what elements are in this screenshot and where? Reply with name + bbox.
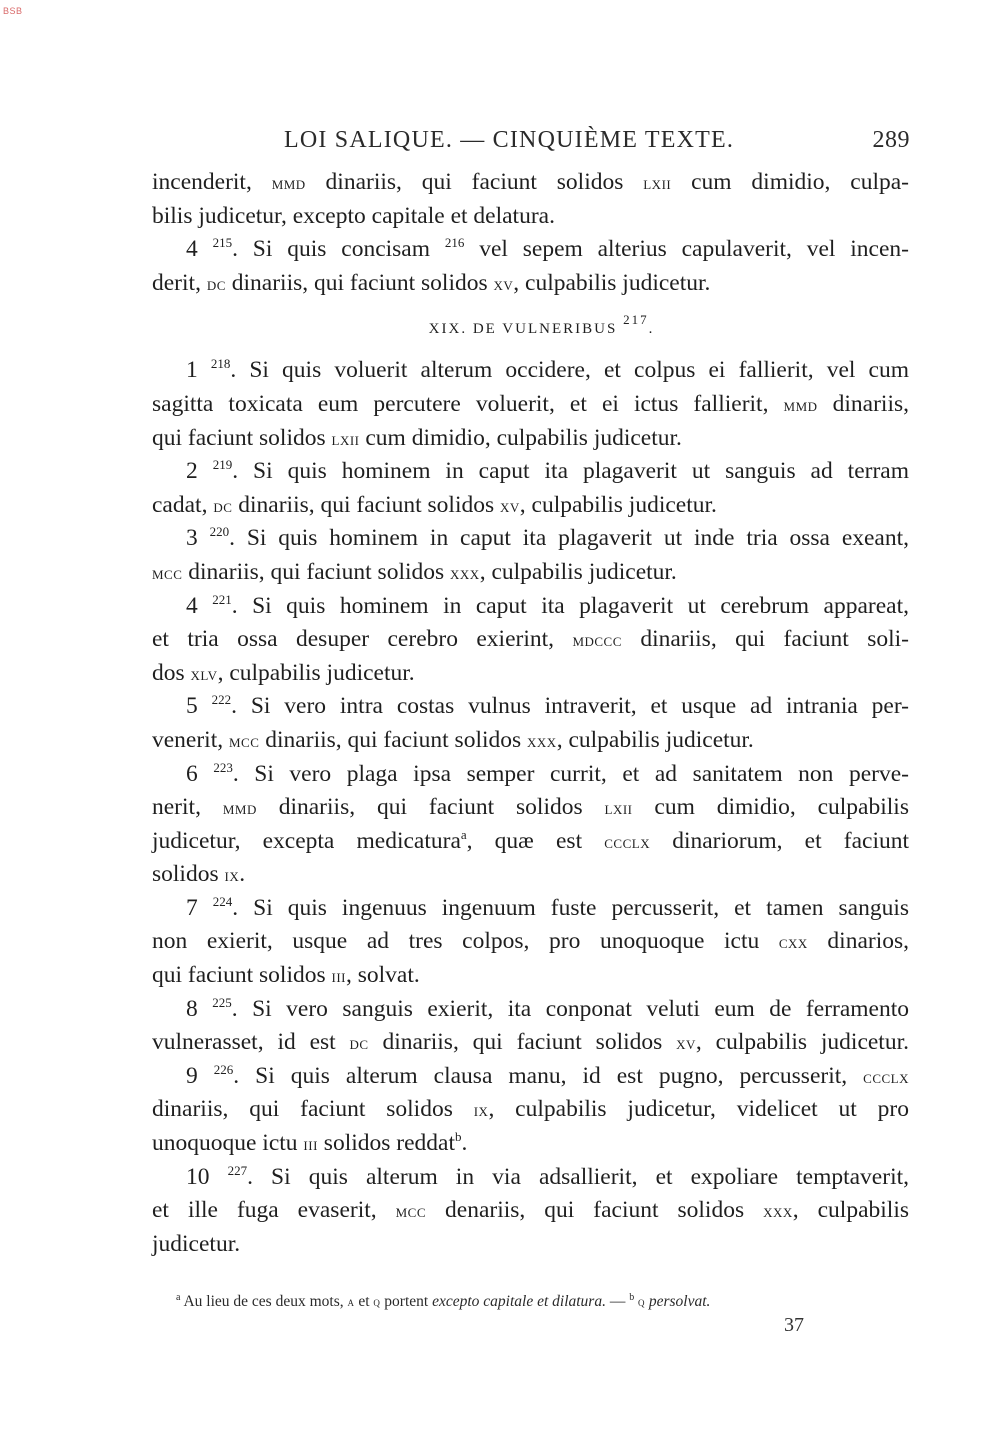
numeral: mmd [222,798,257,819]
text-run: dinariis, qui faciunt solidos [256,794,605,821]
text-line [152,489,909,523]
numeral: xv [500,495,520,516]
note-ref: 218 [210,356,231,372]
numeral: dc [213,495,233,516]
text-line [152,1093,909,1127]
text-run: et tria ossa desuper cerebro exierint, [152,626,573,653]
numeral: mcc [229,730,260,751]
text-run: . Si quis hominem in caput ita plagaverit ut inde tria ossa exeant, [229,525,910,552]
article-number: 9 [186,1062,198,1089]
text-line [152,1161,909,1195]
text-run: dinariis, qui faciunt solidos [152,1096,474,1123]
note-ref: 227 [227,1162,248,1178]
text-line [152,522,909,556]
footnote-variant: excepto capitale et dilatura. [432,1293,606,1310]
numeral: mmd [783,394,818,415]
text-line [152,354,909,388]
text-line [152,1127,909,1161]
text-run: vulnerasset, id est [152,1029,350,1056]
footnote-ref: a [460,826,467,842]
text-run: . Si quis hominem in caput ita plagaverit ut cerebrum appareat, [231,592,910,619]
numeral: ccclx [604,831,651,852]
text-run: denariis, qui faciunt solidos [426,1197,764,1224]
numeral: cxx [778,932,808,953]
text-run: dinariis, qui faciunt solidos [368,1029,677,1056]
text-run: qui faciunt solidos [152,424,332,451]
text-run: bilis judicetur, excepto capitale et delatura. [152,202,555,229]
text-run: . Si quis alterum clausa manu, id est pugno, percusserit, [233,1062,864,1089]
text-run: cum dimidio, culpa- [671,169,909,195]
text-line [152,825,909,859]
numeral: mdccc [572,630,622,651]
numeral: ccclx [863,1066,909,1087]
text-run: . Si quis concisam [232,236,445,263]
text-run: . Si quis voluerit alterum occidere, et colpus ei fallierit, vel cum [230,357,909,384]
text-run: . Si vero sanguis exierit, ita conponat veluti eum de ferramento [231,995,909,1022]
article-number: 3 [186,525,198,552]
article-number: 1 [186,357,198,384]
footnotes [176,1293,710,1311]
footnote-variant: persolvat. [644,1293,711,1310]
text-run: nerit, [152,794,223,821]
text-line [152,388,909,422]
text-line [152,455,909,489]
note-ref: 222 [211,692,232,708]
numeral: lxii [604,798,633,819]
text-line [152,267,909,301]
article-number: 8 [186,995,198,1022]
note-ref: 224 [212,893,233,909]
section-title-text: XIX. DE VULNERIBUS [428,321,618,338]
note-ref: 225 [212,994,232,1010]
numeral: lxii [643,173,672,193]
text-run: cum dimidio, culpabilis judicetur. [359,424,682,451]
text-run: dinarios, [807,928,909,955]
footnote-sigla: q [373,1294,381,1309]
footnote-text: et [354,1293,374,1310]
note-ref: 219 [212,457,233,473]
text-run: , culpabilis judicetur. [695,1029,909,1056]
text-run: . Si quis ingenuus ingenuum fuste percusserit, et tamen sanguis [232,894,910,921]
note-ref: 215 [212,235,233,251]
text-run: judicetur, excepta medicatura [152,827,461,854]
note-ref: 223 [213,759,233,775]
numeral: xxx [763,1201,793,1222]
text-run: dinariis, qui faciunt solidos [232,491,501,518]
numeral: xv [493,273,514,294]
text-line [152,892,909,926]
note-ref: 216 [444,235,465,251]
footnote-mark: b [629,1292,635,1303]
numeral: xv [676,1033,696,1054]
text-run: solidos [152,861,225,888]
text-run: incenderit, [152,169,272,195]
section-title [152,300,909,340]
text-run: derit, [152,269,207,296]
text-run: cadat, [152,491,214,518]
text-line [152,791,909,825]
article-number: 6 [186,760,198,787]
note-ref: 217 [623,312,649,328]
text-run: , solvat. [346,962,420,989]
text-run: , culpabilis judicetur, videlicet ut pro [488,1096,909,1123]
article-number: 4 [186,592,198,619]
footnote-ref: b [455,1129,462,1145]
running-title: LOI SALIQUE. — CINQUIÈME TEXTE. [284,127,735,153]
text-line [152,858,909,892]
printer-signature: 37 [784,1314,804,1336]
note-ref: 226 [213,1061,234,1077]
text-line [152,1228,909,1262]
text-run: . Si vero plaga ipsa semper currit, et ad sanitatem non perve- [232,760,909,787]
text-run: dinariis, qui faciunt soli- [621,626,909,653]
numeral: xlv [190,663,218,684]
footnote-text: Au lieu de ces deux mots, [180,1293,348,1310]
text-line [152,993,909,1027]
text-line [152,690,909,724]
footnote-sigla: a [347,1294,355,1309]
article-number: 5 [186,693,198,720]
text-run: , culpabilis judicetur. [519,491,717,518]
text-run: , culpabilis judicetur. [479,558,677,585]
text-run: solidos reddat [317,1130,455,1157]
numeral: iii [331,966,346,987]
text-run: dinariorum, et faciunt [650,827,909,854]
text-line [152,556,909,590]
page-body [152,166,909,1261]
page-header [284,127,910,154]
text-line [152,200,909,234]
text-run: . [461,1130,468,1157]
numeral: ix [473,1100,489,1121]
text-run: judicetur. [152,1230,241,1257]
numeral: ix [224,865,240,886]
text-line [152,166,909,200]
library-watermark: BSB [3,6,23,16]
article-number: 10 [186,1163,210,1190]
text-line [152,1026,909,1060]
footnote-sigla: q [634,1294,645,1309]
numeral: lxii [331,428,360,449]
text-run: qui faciunt solidos [152,962,332,989]
article-number: 2 [186,458,198,485]
numeral: dc [206,273,226,294]
article-number: 7 [186,894,198,921]
text-run: vel sepem alterius capulaverit, vel incen- [464,236,909,263]
text-line [152,925,909,959]
text-run: , quæ est [466,827,605,854]
text-line [152,1060,909,1094]
note-ref: 221 [212,591,232,607]
text-run: , culpabilis [792,1197,909,1224]
footnote-mark: a [176,1292,181,1303]
article-number: 4 [186,236,198,263]
page-number: 289 [872,127,910,153]
text-run: et ille fuga evaserit, [152,1197,396,1224]
text-run: dinariis, qui faciunt solidos [305,169,644,195]
text-line [152,422,909,456]
numeral: xxx [450,562,480,583]
text-run: venerit, [152,726,229,753]
numeral: dc [349,1033,369,1054]
numeral: xxx [527,730,557,751]
text-line [152,1194,909,1228]
text-run: cum dimidio, culpabilis [632,794,909,821]
footnote-separator: — [605,1293,630,1310]
text-run: . Si quis alterum in via adsallierit, et expoliare temptaverit, [247,1163,909,1190]
text-line [152,590,909,624]
numeral: mmd [271,173,306,193]
text-run: dinariis, qui faciunt solidos [225,269,494,296]
numeral: mcc [152,562,183,583]
text-line [152,724,909,758]
text-run: , culpabilis judicetur. [513,269,711,296]
numeral: iii [303,1134,318,1155]
text-run: sagitta toxicata eum percutere voluerit, et ei ictus fallierit, [152,390,784,417]
text-run: . [648,321,655,338]
text-run: unoquoque ictu [152,1130,304,1157]
text-run: . Si vero intra costas vulnus intraverit, et usque ad intrania per- [231,693,909,720]
text-line [152,657,909,691]
text-run: dinariis, qui faciunt solidos [182,558,451,585]
text-run: non exierit, usque ad tres colpos, pro unoquoque ictu [152,928,779,955]
text-run: , culpabilis judicetur. [556,726,754,753]
text-line [152,959,909,993]
numeral: mcc [395,1201,427,1222]
text-run: . [239,861,246,888]
text-run: dinariis, qui faciunt solidos [259,726,528,753]
text-run: dos [152,659,191,686]
text-run: . Si quis hominem in caput ita plagaverit ut sanguis ad terram [232,458,909,485]
text-line [152,758,909,792]
footnote-text: portent [380,1293,433,1310]
text-run: , culpabilis judicetur. [217,659,415,686]
text-line [152,623,909,657]
text-run: dinariis, [817,390,909,417]
note-ref: 220 [209,524,230,540]
text-line [152,233,909,267]
